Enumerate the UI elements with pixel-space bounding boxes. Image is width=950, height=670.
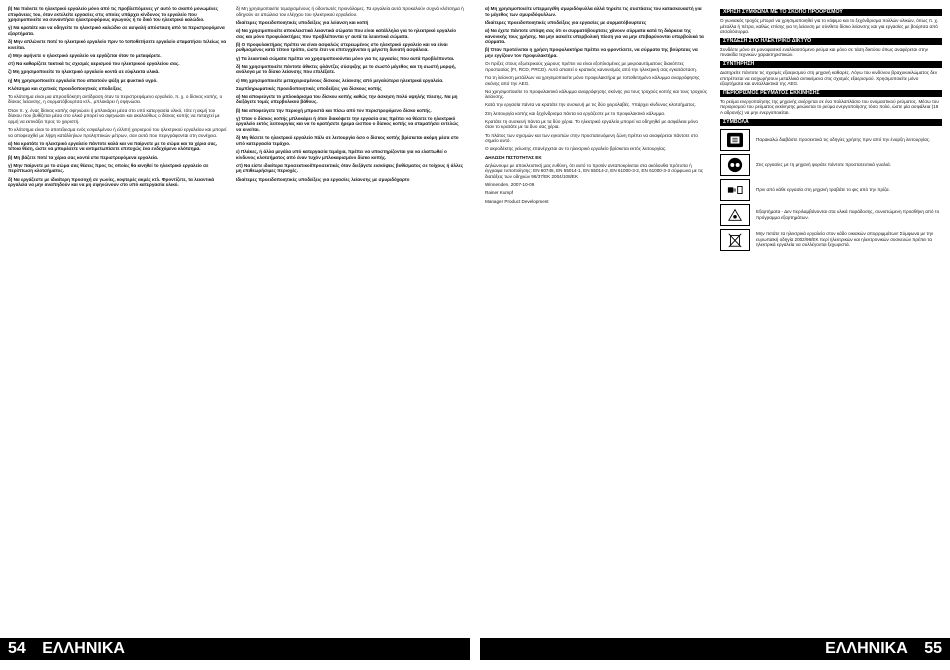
paragraph: ε) Πλάκες, ή άλλα μεγάλα υπό κατεργασία τεμάχια, πρέπει να υποστηρίζονται για να ελαττωθεί ο κίνδυνος κλοτσήματος από έναν τυχόν μπλοκαρισμένο δίσκο κοπής. [236,149,447,160]
right-column-1 [485,6,707,630]
paragraph: Οι πρίζες στους εξωτερικούς χώρους πρέπει να είναι εξοπλισμένες με μικροαυτόματους διακόπτες προστασίας (FI, RCD, PRCD). Αυτό απαιτεί ο κρατικός κανονισμός από την ηλεκτρική σας εγκατάσταση. [485,61,697,72]
goggles-icon [720,154,750,176]
paragraph: Κρατάτε τη συσκευή πάντα με τα δύο χέρια. Το ηλεκτρικό εργαλείο μπορεί να οδηγηθεί με ασφάλεια μόνο όταν το κρατάτε με τα δυο σας χέρια. [485,118,698,130]
section-body: Διατηρείτε πάντοτε τις σχισμές εξαερισμού στη μηχανή καθαρές. Λόγω του κινδύνου βραχυκυκλώματος δεν επιτρέπεται να εισχωρήσουν μεταλλικά αντικείμενα στις σχισμές εξαερισμού. Χρησιμοποιείτε μόνο εξαρτήματα και ανταλλακτικά της AEG. [720,69,938,87]
paragraph: Κατά την εργασία πάντα να κρατάτε την συσκευή με τις δύο χειρολαβές. Υπάρχει κίνδυνος κλοτσήματος. [485,102,697,108]
symbol-text: Πριν από κάθε εργασία στη μηχανή τραβάτε το φις από την πρίζα. [756,186,890,192]
symbol-row [720,229,942,251]
left-column-1 [8,6,230,630]
section-body: Το ρεύμα ενεργοποίησης της μηχανής ανέρχεται σε ένα πολλαπλάσιο του ονομαστικού ρεύματος. Μέσω του περιορισμού του ρεύματος εκκίνησης μειώνεται το ρεύμα ενεργοποίησης τόσο πολύ, ώστε μία ασφάλεια (16 A αδρανής) να μην ενεργοποιείται. [720,98,939,115]
language-label-right: ΕΛΛΗΝΙΚΑ [825,640,908,657]
symbol-row [720,204,942,226]
paragraph: β) Να αποφεύγετε την περιοχή μπροστά και πίσω από τον περιστρεφόμενο δίσκο κοπής. [236,107,432,113]
section-heading: ΧΡΗΣΗ ΣΥΜΦΩΝΑ ΜΕ ΤΟ ΣΚΟΠΟ ΠΡΟΟΡΙΣΜΟΥ [720,9,942,16]
symbol-text: Μην πετάτε τα ηλεκτρικά εργαλεία στον κάδο οικιακών απορριμμάτων! Σύμφωνα με την ευρωπαϊκή οδηγία 2002/96/ΕΚ περί ηλεκτρικών και ηλεκτρονικών συσκευών πρέπει τα ηλεκτρικά εργαλεία να συλλέγονται ξεχωριστά. [756,231,934,248]
section-heading: ΠΕΡΙΟΡΙΣΜΟΣ ΡΕΥΜΑΤΟΣ ΕΚΚΙΝΗΣΗΣ [720,90,942,97]
read-manual-icon [720,129,750,151]
symbol-text: Παρακαλώ διαβάστε προσεκτικά τις οδηγίες χρήσης πριν από την έναρξη λειτουργίας. [756,136,931,142]
paragraph: Το κλότσημα είναι μια απροσδόκητη αντίδραση όταν το περιστρεφόμενο εργαλείο, π. χ. ο δίσκος κοπής, ο δίσκος λείανσης, η συρματόβουρτσα κτλ., μπλοκάρει ή σφηνώσει. [8,93,223,105]
paragraph: β) Ο προφυλακτήρας πρέπει να είναι ασφαλώς στερεωμένος στο ηλεκτρικό εργαλείο και να είναι ρυθμισμένος κατά τέτοιο τρόπο, ώστε έτσι να επιτυγχάνεται η μέγιστη δυνατή ασφάλεια. [236,41,448,53]
paragraph: Συμπληρωματικές προειδοποιητικές υποδείξεις για δίσκους κοπής [236,85,382,91]
language-label-left: ΕΛΛΗΝΙΚΑ [42,640,125,657]
paragraph: β) Να πιάνετε το ηλεκτρικό εργαλείο μόνο από τις προβλεπόμενες γι' αυτό το σκοπό μονωμένες επιφάνειες του, όταν εκτελείτε εργασίες στις οποίες υπάρχει κίνδυνος το εργαλείο που χρησιμοποιείτε να συναντήσει ηλεκτροφόρους αγωγούς ή το δικό του ηλεκτρικό καλώδιο. [8,6,218,23]
paragraph: δ) Να εργάζεστε με ιδιαίτερη προσοχή σε γωνίες, κοφτερές ακμές κτλ. Φροντίζετε, τα λειαντικά εργαλεία να μην αναπηδούν και να μη σφηνώνουν στο υπό κατεργασία υλικό. [8,176,215,188]
symbol-row [720,154,942,176]
right-footer-bar [480,638,950,660]
paragraph: Ιδιαίτερες προειδοποιητικές υποδείξεις για λείανση και κοπή [236,19,369,25]
right-column-2 [720,6,942,630]
paragraph: ΔΗΛΩΣΗ ΠΙΣΤΟΤΗΤΑΣ ΕΚ [485,154,542,160]
paragraph: α) Να κρατάτε το ηλεκτρικό εργαλείο πάντοτε καλά και να παίρνετε με το σώμα και τα χέρια σας, τέτοια θέση, ώστε να μπορέσετε να αντιμετωπίσετε επιτυχώς ένα ενδεχόμενο κλότσημα. [8,140,218,152]
section-heading: ΣΥΜΒΟΛΑ [720,119,942,126]
paragraph: ζ) Μη χρησιμοποιείτε το ηλεκτρικό εργαλείο κοντά σε εύφλεκτα υλικά. [8,69,160,75]
symbol-text: Εξαρτήματα - Δεν περιλαμβάνονται στα υλικά παράδοσης, συνιστώμενη προσθήκη από το πρόγραμμα εξαρτημάτων. [756,208,940,220]
paragraph: Ιδιαίτερες προειδοποιητικές υποδείξεις για εργασίες λείανσης με σμυριδόχαρτο [236,176,410,182]
section-body: Ο γωνιακός τροχός μπορεί να χρησιμοποιηθεί για το κόψιμο και το ξεχόνδρισμα πολλών υλικών, όπως π. χ. μέταλλα ή πέτρα, καθώς επίσης για τη λείανση με σύνθετο δίσκο λείανσης και για εργασίες με βούρτσα από ατσαλόσυρμα. [720,18,939,35]
paragraph: Rainer Kumpf [485,190,514,196]
paragraph: δ) Μη χρησιμοποιείτε τεμαχισμένους ή οδοντωτές πριονόλαμες. Τα εργαλεία αυτά προκαλούν συχνά κλότσημα ή οδηγούν σε απώλεια του ελέγχου του ηλεκτρικού εργαλείου. [236,6,464,17]
section-body: Συνδέετε μόνο σε μονοφασικό εναλλασσόμενο ρεύμα και μόνο σε τάση δικτύου όπως αναφέρεται στην πινακίδα τεχνικών χαρακτηριστικών. [720,46,928,58]
weee-bin-icon [720,229,750,251]
paragraph: δ) Μην απλώνετε ποτέ το ηλεκτρικό εργαλείο πριν το τοποθετήσετε εργαλείο σταματήσει τελείως να κινείται. [8,39,227,50]
paragraph: δ) Να χρησιμοποιείτε πάντοτε άθικτες φλάντζες σύσφιξης με το σωστό μέγεθος και τη σωστή μορφή, ανάλογα με το δίσκο λείανσης που επιλέξατε. [236,63,456,75]
paragraph: Το κλότσημα είναι το αποτέλεσμα ενός εσφαλμένου ή ελλιπή χειρισμού του ηλεκτρικού εργαλείου και μπορεί να αποφευχθεί με λήψη κατάλληλων προληπτικών μέτρων, σαν αυτά που περιγράφονται στη συνέχεια. [8,127,227,138]
paragraph: α) Να έχετε πάντοτε υπόψη σας ότι οι συρματόβουρτσες χάνουν σύρματα κατά τη διάρκεια της κανονικής τους χρήσης. Να μην ασκείτε υπερβολική πίεση για να μην επιβαρύνονται υπερβολικά τα σύρματα. [485,27,704,45]
paragraph: Ιδιαίτερες προειδοποιητικές υποδείξεις για εργασίες με συρματόβουρτσες [485,19,647,25]
paragraph: ε) Μη χρησιμοποιείτε μεταχειρισμένους δίσκους λείανσης από μεγαλύτερα ηλεκτρικά εργαλεία. [236,77,444,83]
unplug-icon [720,179,750,201]
paragraph: γ) Μην παίρνετε με το σώμα σας θέσεις προς τις οποίες θα κινηθεί το ηλεκτρικό εργαλείο σε περίπτωση κλοτσήματος. [8,162,209,174]
paragraph: γ) Όταν ο δίσκος κοπής μπλοκάρει ή όταν διακόψετε την εργασία σας πρέπει να θέσετε το ηλεκτρικό εργαλείο εκτός λειτουργίας και να το κρατήσετε ήρεμα ώσπου ο δίσκος κοπής να σταματήσει εντελώς να κινείται. [236,115,459,133]
paragraph: στ) Να καθαρίζετε τακτικά τις σχισμές αερισμού του ηλεκτρικού εργαλείου σας. [8,61,180,67]
paragraph: Δηλώνουμε με αποκλειστική μας ευθύνη, ότι αυτό το προϊόν ανταποκρίνεται στα ακόλουθα πρότυπα ή έγγραφα τυποποίησης: EN 60745, EN 55014-1, EN 55014-2, EN 61000-3-2, EN 61000-3-3 σύμφωνα με τις διατάξεις των οδηγιών 98/37/ΕΚ 2004/108/ΕΚ [485,162,704,179]
page-number-left: 54 [8,640,26,657]
paragraph: α) Να χρησιμοποιείτε αποκλειστικά λειαντικά σώματα που είναι κατάλληλα για το ηλεκτρικό εργαλείο σας και μόνο προφυλακτήρες που προβλέπονται γι' αυτά τα λειαντικά σώματα. [236,27,457,39]
paragraph: γ) Τα λειαντικά σώματα πρέπει να χρησιμοποιούνται μόνο για τις εργασίες που αυτά προβλέπονται. [236,55,455,61]
paragraph: Για τη λείανση μετάλλων να χρησιμοποιείτε μόνο προφυλακτήρα με τοποθετημένο κάλυμμα αναρρόφησης σκόνης από την AEG. [485,74,700,86]
paragraph: Όταν π. χ. ένας δίσκος κοπής σφηνώσει ή μπλοκάρει μέσα στο υπό κατεργασία υλικό, τότε η ακμή του δίσκου που βυθίζεται μέσα στο υλικό μπορεί να σφηνώσει και ακολούθως ο δίσκος κοπής να πεταχτεί με ορμή να εκτινάξει προς το χειριστή. [8,107,220,124]
paragraph: δ) Μη θέσετε το ηλεκτρικό εργαλείο πάλι σε λειτουργία όσο ο δίσκος κοπής βρίσκεται ακόμη μέσα στο υπό κατεργασία τεμάχιο. [236,135,459,146]
paragraph: β) Όταν προτείνεται η χρήση προφυλακτήρα πρέπει να φροντίσετε, να σύρματα της βούρτσας να μην εγγίζουν τον προφυλακτήρα. [485,47,698,58]
left-column-2 [236,6,464,630]
paragraph: Winnenden, 2007-10-09 [485,182,535,188]
paragraph: β) Μη βάζετε ποτέ τα χέρια σας κοντά στα περιστρεφόμενα εργαλεία. [8,154,159,160]
left-footer-bar [0,638,470,660]
accessories-icon [720,204,750,226]
paragraph: Ο ακροδέκτης γείωσης επανέρχεται αν το ηλεκτρικό εργαλείο βρίσκεται εκτός λειτουργίας. [485,146,667,152]
paragraph: Manager Product Development [485,198,549,204]
right-page [475,0,950,670]
paragraph: Κλότσημα και σχετικές προειδοποιητικές υποδείξεις [8,85,122,91]
page-number-right: 55 [924,640,942,657]
paragraph: Το πλάτος των σχισμών και των εγκοπών στην προστατευόμενη ζώνη πρέπει να αναφέρεται πάντοτε στο σημείο αυτό. [485,132,698,144]
paragraph: η) Μη χρησιμοποιείτε εργαλεία που απαιτούν ψύξη με ψυκτικό υγρό. [8,77,158,83]
paragraph: Στη λειτουργία κοπής και ξεχόνδρισμα πάντα να εργάζεστε με το προφυλακτικό κάλυμμα. [485,110,666,116]
paragraph: ε) Μην αφήνετε ο ηλεκτρικό εργαλείο να εργάζεται όταν το μεταφέρετε. [8,52,162,58]
symbol-text: Στις εργασίες με τη μηχανή φοράτε πάντοτε προστατευτικά γυαλιά. [756,161,891,167]
symbol-row [720,129,942,151]
symbol-row [720,179,942,201]
paragraph: Να χρησιμοποιείτε το προφυλακτικό κάλυμμα αναρρόφησης σκόνης για τους τροχούς κοπής και τους τροχούς λείανσης. [485,88,707,100]
paragraph: α) Μη χρησιμοποιείτε υπερμεγέθη σμυριδόφυλλα αλλά τηρείτε τις συστάσεις του κατασκευαστή για το μέγεθος των σμυριδόφυλλων. [485,6,702,17]
paragraph: γ) Να κρατάτε και να οδηγείτε το ηλεκτρικό καλώδιο σε ασφαλή απόσταση από τα περιστρεφόμενα εξαρτήματα. [8,25,225,36]
paragraph: α) Να αποφεύγετε το μπλοκάρισμα του δίσκου κοπής καθώς την άσκηση πολύ υψηλής πίεσης. Να μη διεξάγετε τομές υπερβολικού βάθους. [236,93,458,105]
paragraph: στ) Να είστε ιδιαίτερα προσεκτικοί/προσεκτικές όταν διεξάγετε εισκόψεις βυθίσματος σε τοίχους ή άλλες μη επιθεωρήσιμες περιοχές. [236,162,464,174]
section-heading: ΣΥΝΔΕΣΗ ΣΤΟ ΗΛΕΚΤΡΙΚΟ ΔΙΚΤΥΟ [720,38,942,45]
section-heading: ΣΥΝΤΗΡΗΣΗ [720,61,942,68]
